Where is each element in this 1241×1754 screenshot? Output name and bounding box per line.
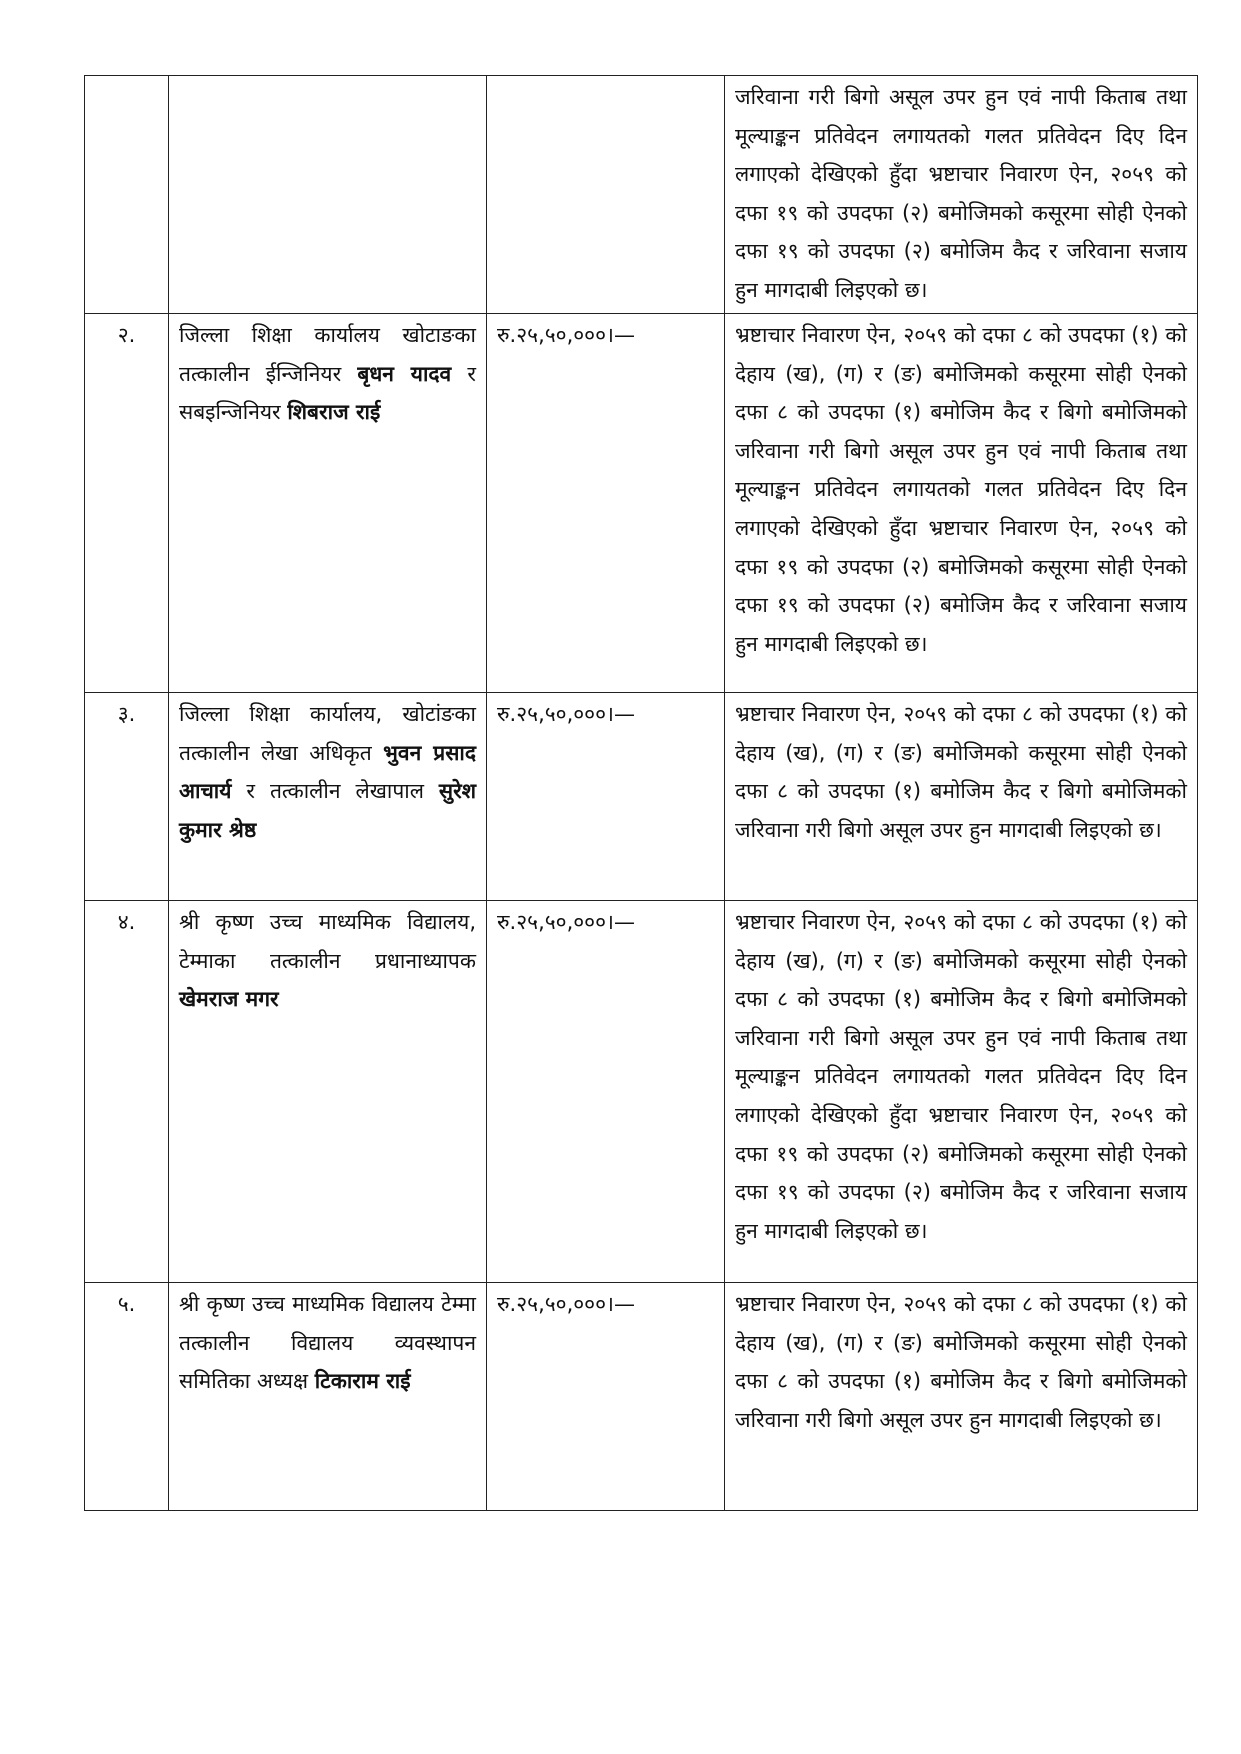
serial-number-cell: ४. bbox=[85, 901, 169, 1283]
table-row bbox=[85, 76, 1198, 314]
table-row bbox=[85, 693, 1198, 901]
defendant-cell bbox=[169, 1283, 487, 1511]
claim-cell bbox=[725, 76, 1198, 314]
defendant-text-part: जिल्ला शिक्षा कार्यालय, खोटांङका तत्कालीन लेखा अधिकृत bbox=[179, 702, 476, 765]
table-row bbox=[85, 901, 1198, 1283]
defendant-text bbox=[179, 1285, 476, 1401]
defendant-text-part: र तत्कालीन लेखापाल bbox=[231, 779, 439, 804]
defendant-cell bbox=[169, 693, 487, 901]
defendant-cell bbox=[169, 901, 487, 1283]
claim-text: भ्रष्टाचार निवारण ऐन, २०५९ को दफा ८ को उपदफा (१) को देहाय (ख), (ग) र (ङ) बमोजिमको कसूरमा सोही ऐनको दफा ८ को उपदफा (१) बमोजिम कैद र बिगो बमोजिमको जरिवाना गरी बिगो असूल उपर हुन मागदाबी लिइएको छ। bbox=[735, 1292, 1187, 1432]
defendant-person-name: खेमराज मगर bbox=[179, 987, 279, 1012]
serial-number-cell: ५. bbox=[85, 1283, 169, 1511]
defendant-cell bbox=[169, 314, 487, 693]
claim-text: भ्रष्टाचार निवारण ऐन, २०५९ को दफा ८ को उपदफा (१) को देहाय (ख), (ग) र (ङ) बमोजिमको कसूरमा सोही ऐनको दफा ८ को उपदफा (१) बमोजिम कैद र बिगो बमोजिमको जरिवाना गरी बिगो असूल उपर हुन एवं नापी किताब तथा मूल्याङ्कन प्रतिवेदन लगायतको गलत प्रतिवेदन दिए दिन लगाएको देखिएको हुँदा भ्रष्टाचार निवारण ऐन, २०५९ को दफा १९ को उपदफा (२) बमोजिमको कसूरमा सोही ऐनको दफा १९ को उपदफा (२) बमोजिम कैद र जरिवाना सजाय हुन मागदाबी लिइएको छ। bbox=[735, 323, 1187, 656]
amount-cell bbox=[487, 76, 725, 314]
table-row bbox=[85, 314, 1198, 693]
defendant-text bbox=[179, 903, 476, 1019]
claim-cell bbox=[725, 1283, 1198, 1511]
amount-cell: रु.२५,५०,०००।— bbox=[487, 901, 725, 1283]
serial-number-cell: २. bbox=[85, 314, 169, 693]
defendant-person-name: शिबराज राई bbox=[287, 400, 381, 425]
case-table bbox=[84, 75, 1198, 1511]
defendant-person-name: सुरेश कुमार श्रेष्ठ bbox=[179, 779, 476, 842]
defendant-person-name: बृधन यादव bbox=[357, 361, 452, 386]
defendant-text-part: जिल्ला शिक्षा कार्यालय खोटाङका तत्कालीन ईन्जिनियर bbox=[179, 323, 476, 386]
amount-cell: रु.२५,५०,०००।— bbox=[487, 693, 725, 901]
amount-cell: रु.२५,५०,०००।— bbox=[487, 314, 725, 693]
claim-text: जरिवाना गरी बिगो असूल उपर हुन एवं नापी किताब तथा मूल्याङ्कन प्रतिवेदन लगायतको गलत प्रतिवेदन दिए दिन लगाएको देखिएको हुँदा भ्रष्टाचार निवारण ऐन, २०५९ को दफा १९ को उपदफा (२) बमोजिमको कसूरमा सोही ऐनको दफा १९ को उपदफा (२) बमोजिम कैद र जरिवाना सजाय हुन मागदाबी लिइएको छ। bbox=[735, 85, 1187, 302]
claim-text: भ्रष्टाचार निवारण ऐन, २०५९ को दफा ८ को उपदफा (१) को देहाय (ख), (ग) र (ङ) बमोजिमको कसूरमा सोही ऐनको दफा ८ को उपदफा (१) बमोजिम कैद र बिगो बमोजिमको जरिवाना गरी बिगो असूल उपर हुन मागदाबी लिइएको छ। bbox=[735, 702, 1187, 842]
document-page bbox=[84, 75, 1197, 1511]
serial-number-cell bbox=[85, 76, 169, 314]
amount-cell: रु.२५,५०,०००।— bbox=[487, 1283, 725, 1511]
claim-cell bbox=[725, 901, 1198, 1283]
defendant-cell bbox=[169, 76, 487, 314]
defendant-text-part: श्री कृष्ण उच्च माध्यमिक विद्यालय, टेम्माका तत्कालीन प्रधानाध्यापक bbox=[179, 910, 476, 973]
defendant-text-part: र सबइन्जिनियर bbox=[179, 361, 476, 425]
claim-text: भ्रष्टाचार निवारण ऐन, २०५९ को दफा ८ को उपदफा (१) को देहाय (ख), (ग) र (ङ) बमोजिमको कसूरमा सोही ऐनको दफा ८ को उपदफा (१) बमोजिम कैद र बिगो बमोजिमको जरिवाना गरी बिगो असूल उपर हुन एवं नापी किताब तथा मूल्याङ्कन प्रतिवेदन लगायतको गलत प्रतिवेदन दिए दिन लगाएको देखिएको हुँदा भ्रष्टाचार निवारण ऐन, २०५९ को दफा १९ को उपदफा (२) बमोजिमको कसूरमा सोही ऐनको दफा १९ को उपदफा (२) बमोजिम कैद र जरिवाना सजाय हुन मागदाबी लिइएको छ। bbox=[735, 910, 1187, 1243]
claim-cell bbox=[725, 693, 1198, 901]
defendant-text bbox=[179, 695, 476, 849]
claim-cell bbox=[725, 314, 1198, 693]
defendant-person-name: भुवन प्रसाद आचार्य bbox=[179, 740, 476, 804]
table-row bbox=[85, 1283, 1198, 1511]
defendant-text bbox=[179, 316, 476, 432]
serial-number-cell: ३. bbox=[85, 693, 169, 901]
defendant-person-name: टिकाराम राई bbox=[314, 1369, 411, 1394]
defendant-text-part: श्री कृष्ण उच्च माध्यमिक विद्यालय टेम्मा तत्कालीन विद्यालय व्यवस्थापन समितिका अध्यक्ष bbox=[179, 1292, 476, 1394]
